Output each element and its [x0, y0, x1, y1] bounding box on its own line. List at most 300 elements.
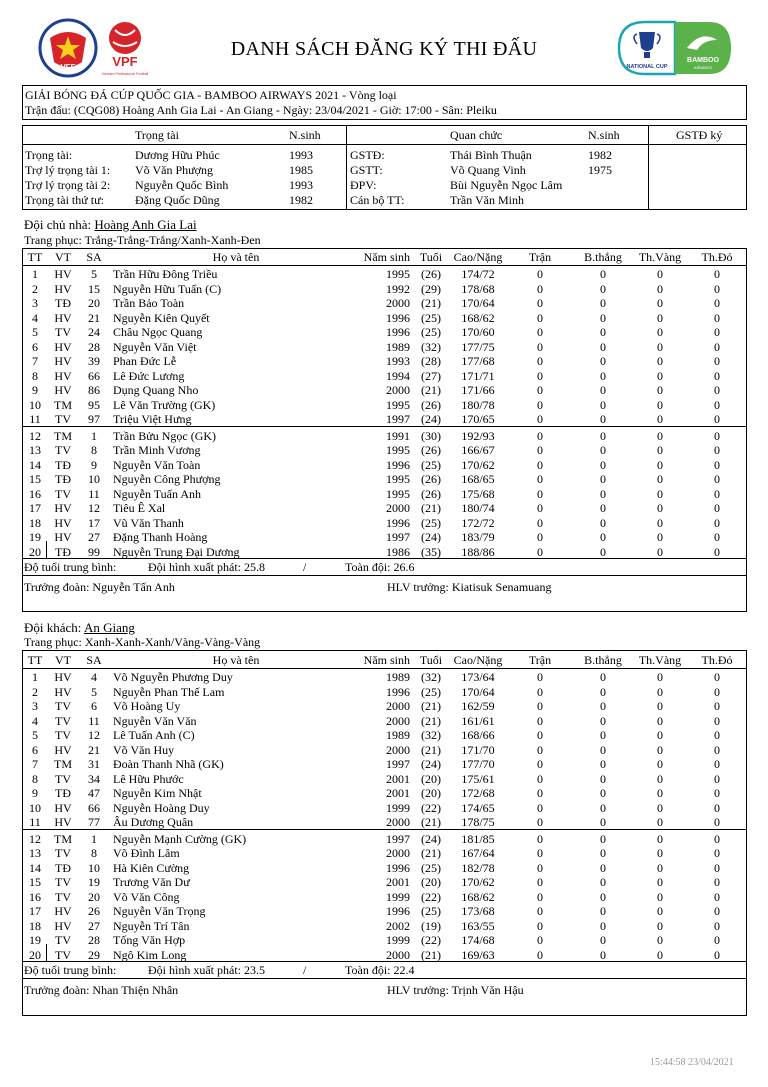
away-player-age: (22): [421, 933, 441, 947]
away-player-birth: 2001: [386, 786, 410, 800]
home-player-row: [0, 325, 768, 339]
home-player-hw: 171/71: [461, 368, 495, 383]
home-player-red: 0: [714, 486, 720, 501]
print-timestamp: 15:44:58 23/04/2021: [650, 1057, 734, 1068]
away-player-age: (20): [421, 771, 441, 786]
away-player-birth: 2000: [386, 815, 410, 829]
home-player-vt: HV: [54, 368, 72, 383]
home-player-hw: 183/79: [461, 530, 495, 544]
home-player-birth: 1996: [386, 325, 410, 339]
home-player-name: Dụng Quang Nho: [113, 383, 199, 397]
home-player-age: (26): [421, 267, 441, 281]
away-player-birth: 1999: [386, 889, 410, 904]
home-player-matches: 0: [537, 544, 543, 559]
away-player-vt: TV: [55, 699, 71, 713]
away-player-yellow: 0: [657, 771, 663, 786]
home-player-matches: 0: [537, 339, 543, 354]
away-player-red: 0: [714, 933, 720, 947]
home-player-wins: 0: [600, 472, 606, 486]
home-player-name: Nguyễn Kiên Quyết: [113, 310, 210, 325]
away-player-vt: TĐ: [55, 860, 71, 875]
home-player-row: [0, 398, 768, 412]
home-player-age: (30): [421, 428, 441, 443]
away-player-sa: 34: [88, 771, 100, 786]
away-player-row: [0, 743, 768, 757]
away-player-sa: 77: [88, 815, 100, 829]
away-player-yellow: 0: [657, 742, 663, 757]
away-player-vt: HV: [54, 800, 72, 815]
away-player-yellow: 0: [657, 728, 663, 742]
away-player-tt: 12: [29, 831, 41, 846]
away-player-yellow: 0: [657, 670, 663, 684]
home-player-birth: 1997: [386, 412, 410, 426]
home-player-age: (25): [421, 515, 441, 530]
home-player-row: [0, 383, 768, 397]
away-player-wins: 0: [600, 889, 606, 904]
home-player-yellow: 0: [657, 544, 663, 559]
away-player-matches: 0: [537, 699, 543, 713]
away-player-matches: 0: [537, 815, 543, 829]
referee-role: Trọng tài thứ tư:: [25, 193, 104, 207]
home-player-row: [0, 282, 768, 296]
away-header-matches: Trận: [528, 653, 552, 667]
away-player-hw: 174/68: [461, 933, 495, 947]
home-player-red: 0: [714, 501, 720, 515]
away-player-birth: 2000: [386, 713, 410, 728]
away-avg-all: Toàn đội: 22.4: [345, 963, 415, 977]
home-player-age: (24): [421, 412, 441, 426]
away-player-red: 0: [714, 699, 720, 713]
home-player-red: 0: [714, 383, 720, 397]
away-player-red: 0: [714, 904, 720, 918]
home-player-sa: 10: [88, 472, 100, 486]
away-player-yellow: 0: [657, 933, 663, 947]
home-player-hw: 166/67: [461, 443, 495, 457]
home-player-matches: 0: [537, 310, 543, 325]
home-player-matches: 0: [537, 501, 543, 515]
away-player-age: (24): [421, 757, 441, 771]
home-player-age: (24): [421, 530, 441, 544]
home-player-row: [0, 369, 768, 383]
home-header-vt: VT: [55, 250, 71, 264]
away-player-matches: 0: [537, 786, 543, 800]
bamboo-text: BAMBOO: [687, 57, 719, 64]
home-player-name: Tiêu Ê Xal: [113, 501, 166, 515]
away-player-birth: 2000: [386, 947, 410, 962]
away-player-wins: 0: [600, 933, 606, 947]
away-player-birth: 2001: [386, 771, 410, 786]
away-player-vt: HV: [54, 670, 72, 684]
home-player-tt: 3: [32, 296, 38, 310]
away-team-title: [24, 621, 135, 635]
home-player-age: (26): [421, 443, 441, 457]
away-player-hw: 162/59: [461, 699, 495, 713]
away-player-age: (25): [421, 904, 441, 918]
away-player-yellow: 0: [657, 875, 663, 889]
home-player-age: (26): [421, 397, 441, 412]
away-player-sa: 21: [88, 742, 100, 757]
referee-col-header: Trọng tài: [135, 128, 179, 142]
away-player-row: [0, 815, 768, 829]
away-player-vt: HV: [54, 815, 72, 829]
away-player-red: 0: [714, 846, 720, 860]
home-player-matches: 0: [537, 325, 543, 339]
away-player-hw: 161/61: [461, 713, 495, 728]
away-player-wins: 0: [600, 904, 606, 918]
away-player-wins: 0: [600, 757, 606, 771]
home-player-matches: 0: [537, 412, 543, 426]
document-title: DANH SÁCH ĐĂNG KÝ THI ĐẤU: [230, 38, 538, 60]
away-player-name: Võ Đình Lâm: [113, 846, 180, 860]
away-player-name: Đoàn Thanh Nhã (GK): [113, 757, 224, 771]
away-player-name: Nguyễn Phan Thế Lam: [113, 684, 225, 699]
away-player-red: 0: [714, 918, 720, 933]
home-player-tt: 6: [32, 339, 38, 354]
away-header-red: Th.Đỏ: [701, 653, 733, 667]
home-player-yellow: 0: [657, 515, 663, 530]
away-player-birth: 1999: [386, 800, 410, 815]
away-player-red: 0: [714, 947, 720, 962]
home-player-wins: 0: [600, 515, 606, 530]
away-manager: Trưởng đoàn: Nhan Thiện Nhân: [24, 983, 179, 997]
away-player-age: (21): [421, 947, 441, 962]
away-player-name: Nguyễn Văn Trọng: [113, 904, 206, 918]
away-player-row: [0, 786, 768, 800]
home-player-name: Trần Minh Vương: [113, 443, 201, 457]
home-player-wins: 0: [600, 310, 606, 325]
official-year: 1975: [588, 163, 612, 177]
home-player-tt: 12: [29, 428, 41, 443]
home-player-yellow: 0: [657, 412, 663, 426]
home-player-row: [0, 354, 768, 368]
home-player-vt: TV: [55, 325, 71, 339]
away-player-hw: 171/70: [461, 742, 495, 757]
official-role: GSTT:: [350, 163, 383, 177]
away-avg-slash: /: [303, 963, 307, 977]
away-player-row: [0, 757, 768, 771]
home-player-red: 0: [714, 457, 720, 472]
away-player-vt: TV: [55, 875, 71, 889]
away-player-birth: 1996: [386, 684, 410, 699]
away-player-wins: 0: [600, 918, 606, 933]
away-player-matches: 0: [537, 713, 543, 728]
home-player-sa: 17: [88, 515, 100, 530]
away-player-matches: 0: [537, 947, 543, 962]
away-player-wins: 0: [600, 831, 606, 846]
away-player-yellow: 0: [657, 757, 663, 771]
home-player-birth: 1995: [386, 472, 410, 486]
home-player-age: (29): [421, 281, 441, 296]
competition-name: GIẢI BÓNG ĐÁ CÚP QUỐC GIA - BAMBOO AIRWAYS 2021 - Vòng loại: [25, 88, 397, 102]
supervisor-sign-header: GSTĐ ký: [676, 128, 723, 142]
home-player-matches: 0: [537, 515, 543, 530]
away-player-sa: 27: [88, 918, 100, 933]
home-player-vt: HV: [54, 515, 72, 530]
home-player-age: (28): [421, 354, 441, 368]
away-player-birth: 2000: [386, 742, 410, 757]
away-player-name: Võ Hoàng Uy: [113, 699, 181, 713]
home-player-red: 0: [714, 428, 720, 443]
away-player-sa: 26: [88, 904, 100, 918]
away-avg-label: Độ tuổi trung bình:: [24, 963, 117, 977]
home-player-wins: 0: [600, 267, 606, 281]
away-player-row: [0, 919, 768, 933]
away-player-name: Nguyễn Văn Văn: [113, 713, 197, 728]
home-player-name: Nguyễn Trung Đại Dương: [113, 544, 240, 559]
cup-text: NATIONAL CUP: [626, 64, 668, 70]
home-player-hw: 170/64: [461, 296, 495, 310]
home-player-hw: 177/68: [461, 354, 495, 368]
away-player-matches: 0: [537, 933, 543, 947]
away-player-age: (22): [421, 889, 441, 904]
away-player-name: Âu Dương Quân: [113, 815, 194, 829]
home-player-row: [0, 487, 768, 501]
home-player-wins: 0: [600, 325, 606, 339]
home-player-tt: 17: [29, 501, 41, 515]
away-player-wins: 0: [600, 947, 606, 962]
home-player-sa: 15: [88, 281, 100, 296]
home-player-yellow: 0: [657, 530, 663, 544]
home-player-sa: 5: [91, 267, 97, 281]
away-player-tt: 7: [32, 757, 38, 771]
away-player-red: 0: [714, 771, 720, 786]
home-player-wins: 0: [600, 296, 606, 310]
away-player-wins: 0: [600, 786, 606, 800]
home-coach: HLV trưởng: Kiatisuk Senamuang: [387, 580, 552, 594]
home-player-wins: 0: [600, 428, 606, 443]
away-player-sa: 12: [88, 728, 100, 742]
official-birth-header: N.sinh: [588, 128, 620, 142]
away-player-yellow: 0: [657, 889, 663, 904]
home-player-hw: 175/68: [461, 486, 495, 501]
official-name: Trần Văn Minh: [450, 193, 525, 207]
home-player-red: 0: [714, 339, 720, 354]
away-player-wins: 0: [600, 875, 606, 889]
home-header-hw: Cao/Nặng: [453, 250, 503, 264]
home-player-vt: TĐ: [55, 472, 71, 486]
away-player-vt: TĐ: [55, 786, 71, 800]
home-player-hw: 170/60: [461, 325, 495, 339]
official-name: Thái Bình Thuận: [450, 148, 532, 162]
home-player-hw: 192/93: [461, 428, 495, 443]
away-player-birth: 2001: [386, 875, 410, 889]
away-player-tt: 2: [32, 684, 38, 699]
home-player-sa: 28: [88, 339, 100, 354]
home-player-vt: HV: [54, 354, 72, 368]
home-player-row: [0, 429, 768, 443]
away-player-vt: TV: [55, 728, 71, 742]
away-header-name: Họ và tên: [212, 653, 260, 667]
home-player-wins: 0: [600, 339, 606, 354]
referee-role: Trọng tài:: [25, 148, 73, 162]
referee-name: Nguyễn Quốc Bình: [135, 178, 229, 192]
away-player-wins: 0: [600, 815, 606, 829]
away-player-vt: TV: [55, 947, 71, 962]
away-player-sa: 28: [88, 933, 100, 947]
away-header-tt: TT: [27, 653, 43, 667]
home-player-hw: 171/66: [461, 383, 495, 397]
home-player-red: 0: [714, 515, 720, 530]
home-player-wins: 0: [600, 354, 606, 368]
home-player-vt: HV: [54, 530, 72, 544]
home-header-row: [0, 250, 768, 264]
official-role: Cán bộ TT:: [350, 193, 405, 207]
away-player-hw: 172/68: [461, 786, 495, 800]
home-player-tt: 15: [29, 472, 41, 486]
away-player-row: [0, 875, 768, 889]
away-player-matches: 0: [537, 846, 543, 860]
away-player-birth: 1999: [386, 933, 410, 947]
home-team-title: [24, 218, 197, 232]
home-player-yellow: 0: [657, 383, 663, 397]
home-player-name: Nguyễn Hữu Tuấn (C): [113, 281, 222, 296]
away-player-tt: 20: [29, 947, 41, 962]
away-player-vt: TM: [54, 831, 72, 846]
away-player-vt: TV: [55, 771, 71, 786]
away-player-birth: 1989: [386, 728, 410, 742]
home-player-red: 0: [714, 296, 720, 310]
home-player-wins: 0: [600, 397, 606, 412]
home-player-vt: HV: [54, 310, 72, 325]
away-player-sa: 47: [88, 786, 100, 800]
away-coach: HLV trưởng: Trịnh Văn Hậu: [387, 983, 524, 997]
away-header-sa: SA: [86, 653, 102, 667]
away-player-yellow: 0: [657, 699, 663, 713]
home-player-vt: TĐ: [55, 457, 71, 472]
referee-birth-header: N.sinh: [289, 128, 321, 142]
home-player-row: [0, 412, 768, 426]
home-header-wins: B.thắng: [584, 250, 622, 264]
home-player-wins: 0: [600, 501, 606, 515]
away-player-row: [0, 846, 768, 860]
home-player-age: (35): [421, 544, 441, 559]
home-player-birth: 1995: [386, 443, 410, 457]
home-player-age: (32): [421, 339, 441, 354]
away-player-matches: 0: [537, 757, 543, 771]
away-player-birth: 1997: [386, 831, 410, 846]
home-player-vt: TV: [55, 486, 71, 501]
away-player-hw: 173/64: [461, 670, 495, 684]
match-details: Trận đấu: (CQG08) Hoàng Anh Gia Lai - An Giang - Ngày: 23/04/2021 - Giờ: 17:00 - Sân: Pleiku: [25, 103, 497, 117]
home-player-row: [0, 516, 768, 530]
home-player-red: 0: [714, 281, 720, 296]
away-player-red: 0: [714, 742, 720, 757]
home-player-age: (21): [421, 501, 441, 515]
away-player-matches: 0: [537, 918, 543, 933]
home-player-matches: 0: [537, 472, 543, 486]
away-player-row: [0, 861, 768, 875]
away-player-tt: 10: [29, 800, 41, 815]
away-team-label: Đội khách:: [24, 620, 84, 635]
away-player-vt: HV: [54, 904, 72, 918]
away-player-matches: 0: [537, 771, 543, 786]
away-player-age: (32): [421, 670, 441, 684]
home-player-wins: 0: [600, 368, 606, 383]
home-player-matches: 0: [537, 383, 543, 397]
away-player-birth: 2000: [386, 699, 410, 713]
away-player-hw: 173/68: [461, 904, 495, 918]
home-player-tt: 18: [29, 515, 41, 530]
home-player-matches: 0: [537, 267, 543, 281]
home-player-sa: 66: [88, 368, 100, 383]
home-player-name: Đặng Thanh Hoàng: [113, 530, 208, 544]
home-player-vt: HV: [54, 267, 72, 281]
home-player-vt: HV: [54, 501, 72, 515]
home-player-tt: 5: [32, 325, 38, 339]
home-player-red: 0: [714, 412, 720, 426]
home-player-name: Trần Hữu Đông Triều: [113, 267, 218, 281]
away-player-wins: 0: [600, 742, 606, 757]
away-header-wins: B.thắng: [584, 653, 622, 667]
home-player-red: 0: [714, 544, 720, 559]
away-player-wins: 0: [600, 713, 606, 728]
referee-year: 1993: [289, 148, 313, 162]
away-player-sa: 20: [88, 889, 100, 904]
away-player-age: (21): [421, 815, 441, 829]
referee-role: Trợ lý trọng tài 2:: [25, 178, 111, 192]
home-player-wins: 0: [600, 457, 606, 472]
away-player-tt: 1: [32, 670, 38, 684]
away-player-wins: 0: [600, 771, 606, 786]
away-avg-start: Đội hình xuất phát: 23.5: [148, 963, 265, 977]
home-player-age: (25): [421, 457, 441, 472]
away-player-row: [0, 948, 768, 962]
home-manager: Trưởng đoàn: Nguyễn Tấn Anh: [24, 580, 175, 594]
home-player-row: [0, 545, 768, 559]
home-player-name: Lê Văn Trường (GK): [113, 397, 216, 412]
home-player-red: 0: [714, 397, 720, 412]
away-player-tt: 15: [29, 875, 41, 889]
away-player-row: [0, 890, 768, 904]
away-player-birth: 2000: [386, 846, 410, 860]
away-player-age: (21): [421, 742, 441, 757]
home-player-hw: 170/62: [461, 457, 495, 472]
home-player-sa: 24: [88, 325, 100, 339]
home-player-hw: 168/65: [461, 472, 495, 486]
home-player-vt: HV: [54, 281, 72, 296]
home-player-sa: 86: [88, 383, 100, 397]
home-player-age: (25): [421, 325, 441, 339]
vpf-text: VPF: [112, 54, 138, 69]
home-player-age: (21): [421, 383, 441, 397]
home-player-row: [0, 296, 768, 310]
home-avg-slash: /: [303, 560, 307, 574]
away-player-wins: 0: [600, 846, 606, 860]
away-player-yellow: 0: [657, 846, 663, 860]
away-player-age: (25): [421, 684, 441, 699]
away-player-birth: 1996: [386, 860, 410, 875]
away-player-yellow: 0: [657, 918, 663, 933]
home-player-name: Vũ Văn Thanh: [113, 515, 184, 530]
away-player-tt: 8: [32, 771, 38, 786]
home-header-red: Th.Đỏ: [701, 250, 733, 264]
home-player-row: [0, 267, 768, 281]
home-player-red: 0: [714, 267, 720, 281]
away-player-hw: 177/70: [461, 757, 495, 771]
home-player-row: [0, 458, 768, 472]
away-player-vt: TV: [55, 933, 71, 947]
home-player-wins: 0: [600, 412, 606, 426]
home-player-birth: 1997: [386, 530, 410, 544]
home-player-tt: 8: [32, 368, 38, 383]
home-player-hw: 168/62: [461, 310, 495, 325]
away-player-tt: 3: [32, 699, 38, 713]
home-player-birth: 1996: [386, 457, 410, 472]
away-player-hw: 167/64: [461, 846, 495, 860]
away-player-row: [0, 933, 768, 947]
home-player-sa: 11: [88, 486, 100, 501]
home-player-birth: 1995: [386, 397, 410, 412]
